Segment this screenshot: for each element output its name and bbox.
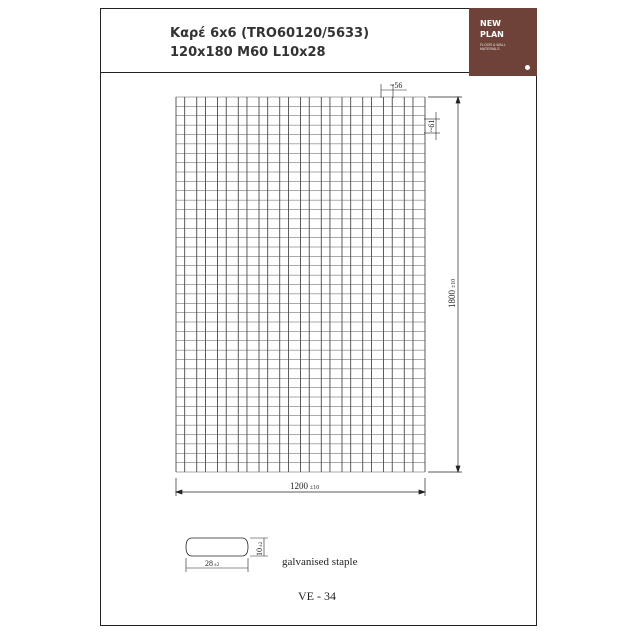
- drawing-code: VE - 34: [298, 589, 336, 603]
- mesh-spacing-y-label: ~61: [427, 119, 436, 132]
- product-title-line1: Καρέ 6x6 (TRO60120/5633): [170, 26, 370, 41]
- mesh-grid: [176, 97, 425, 472]
- staple-icon: [186, 538, 248, 556]
- height-dimension-label: 1800±10: [447, 278, 457, 308]
- product-title-line2: 120x180 M60 L10x28: [170, 45, 326, 60]
- width-dimension-label: 1200 ±10: [290, 481, 320, 491]
- staple-length-label: 28±2: [205, 559, 220, 568]
- brand-logo-name: NEW PLAN: [480, 19, 504, 39]
- mesh-spacing-x-label: ~56: [390, 81, 403, 90]
- brand-logo-subtitle: FLOOR & WALL MATERIALS: [480, 43, 506, 51]
- staple-caption: galvanised staple: [282, 556, 358, 568]
- staple-width-label: 10±2: [255, 541, 264, 556]
